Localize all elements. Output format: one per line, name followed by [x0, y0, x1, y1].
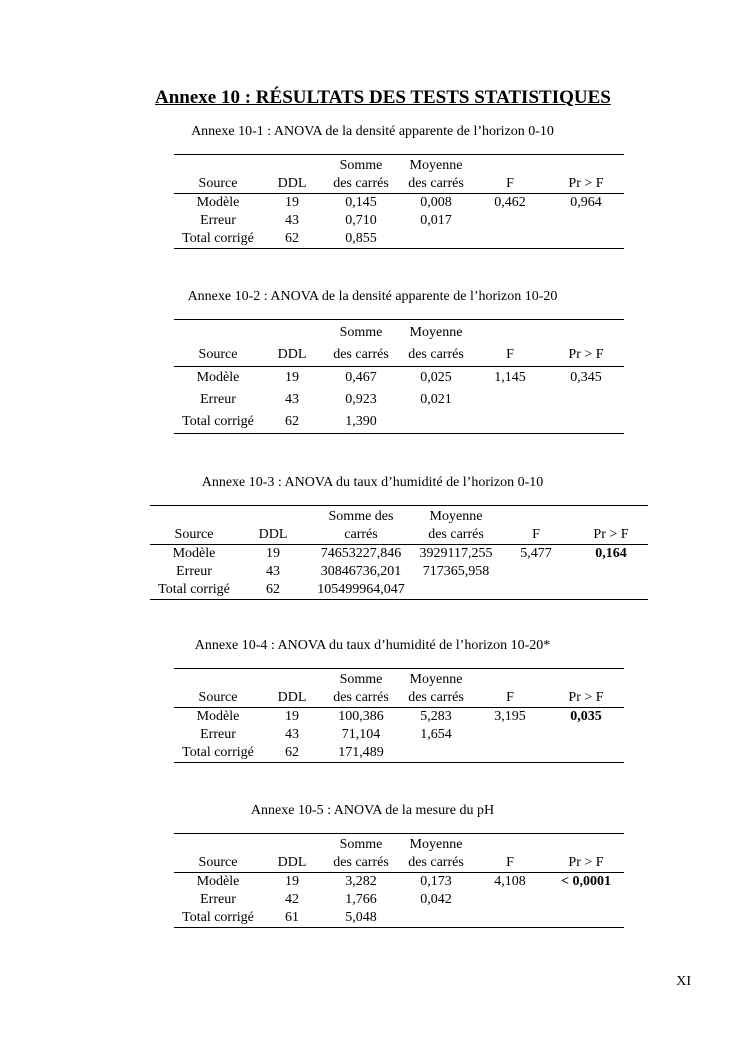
- header-cell: Moyenne: [400, 155, 472, 176]
- cell: [574, 581, 648, 600]
- header-cell: F: [472, 854, 548, 873]
- cell: 19: [285, 370, 299, 385]
- header-cell: Pr > F: [548, 689, 624, 708]
- header-cell: [262, 155, 322, 176]
- cell: 71,104: [341, 727, 381, 742]
- cell: 62: [262, 411, 322, 434]
- cell: Total corrigé: [174, 230, 262, 249]
- cell: 61: [262, 909, 322, 928]
- anova-table-3: [150, 505, 648, 600]
- cell: 105499964,047: [308, 581, 414, 600]
- cell: [574, 563, 648, 581]
- cell: 42: [285, 892, 299, 907]
- table-row: [174, 389, 624, 411]
- header-cell: [174, 320, 262, 345]
- cell: [472, 726, 548, 744]
- cell: Modèle: [196, 709, 240, 724]
- cell: [548, 726, 624, 744]
- header-cell: Somme: [322, 834, 400, 855]
- cell: Erreur: [200, 892, 236, 907]
- cell: 717365,958: [422, 564, 490, 579]
- cell: Total corrigé: [174, 744, 262, 763]
- cell: [498, 581, 574, 600]
- header-cell: Source: [174, 175, 262, 194]
- header-cell: F: [472, 175, 548, 194]
- header-cell: [262, 320, 322, 345]
- table-caption-5: Annexe 10-5 : ANOVA de la mesure du pH: [250, 803, 495, 818]
- cell: [548, 411, 624, 434]
- header-cell: [574, 506, 648, 527]
- table-row: [174, 726, 624, 744]
- cell: [548, 389, 624, 411]
- cell: 0,164: [595, 546, 627, 561]
- cell: Erreur: [176, 564, 212, 579]
- header-cell: [472, 669, 548, 690]
- cell: 0,008: [420, 195, 452, 210]
- cell: 62: [262, 230, 322, 249]
- anova-table-5: [174, 833, 624, 928]
- cell: 100,386: [338, 709, 384, 724]
- cell: 0,042: [420, 892, 452, 907]
- header-cell: Source: [174, 344, 262, 367]
- header-cell: [262, 669, 322, 690]
- header-cell: des carrés: [400, 854, 472, 873]
- cell: [472, 230, 548, 249]
- header-cell: Pr > F: [548, 854, 624, 873]
- table-caption-3: Annexe 10-3 : ANOVA du taux d’humidité de l’horizon 0-10: [201, 475, 544, 490]
- cell: 0,964: [570, 195, 602, 210]
- cell: [548, 230, 624, 249]
- header-cell: [548, 320, 624, 345]
- cell: Total corrigé: [150, 581, 238, 600]
- header-cell: Moyenne: [400, 320, 472, 345]
- cell: 19: [285, 709, 299, 724]
- header-cell: des carrés: [322, 689, 400, 708]
- header-cell: Moyenne: [400, 834, 472, 855]
- header-cell: Moyenne: [400, 669, 472, 690]
- header-cell: des carrés: [400, 175, 472, 194]
- cell: 1,145: [494, 370, 526, 385]
- cell: Modèle: [172, 546, 216, 561]
- cell: [548, 212, 624, 230]
- cell: Total corrigé: [174, 909, 262, 928]
- cell: [472, 389, 548, 411]
- header-cell: DDL: [262, 854, 322, 873]
- cell: 3,195: [494, 709, 526, 724]
- cell: [548, 909, 624, 928]
- cell: 30846736,201: [320, 564, 402, 579]
- header-cell: Pr > F: [548, 344, 624, 367]
- cell: 0,173: [420, 874, 452, 889]
- header-cell: [150, 506, 238, 527]
- header-cell: [548, 155, 624, 176]
- cell: 43: [285, 213, 299, 228]
- cell: 1,390: [322, 411, 400, 434]
- anova-table-4: [174, 668, 624, 763]
- cell: [414, 581, 498, 600]
- header-cell: [238, 506, 308, 527]
- cell: 0,017: [420, 213, 452, 228]
- cell: [472, 891, 548, 909]
- page-title: Annexe 10 : RÉSULTATS DES TESTS STATISTIQUES: [155, 87, 611, 108]
- header-cell: des carrés: [322, 344, 400, 367]
- header-cell: Source: [174, 854, 262, 873]
- cell: [472, 744, 548, 763]
- header-cell: des carrés: [322, 854, 400, 873]
- header-cell: [174, 155, 262, 176]
- cell: 19: [266, 546, 280, 561]
- cell: Total corrigé: [174, 411, 262, 434]
- cell: 62: [238, 581, 308, 600]
- cell: < 0,0001: [561, 874, 611, 889]
- header-cell: DDL: [262, 175, 322, 194]
- cell: 1,766: [345, 892, 377, 907]
- header-cell: DDL: [238, 526, 308, 545]
- header-cell: Somme: [322, 155, 400, 176]
- header-cell: carrés: [308, 526, 414, 545]
- table-row: [174, 194, 624, 213]
- header-cell: [472, 834, 548, 855]
- table-row: [174, 367, 624, 390]
- cell: 0,021: [420, 392, 452, 407]
- header-cell: Pr > F: [548, 175, 624, 194]
- cell: 62: [262, 744, 322, 763]
- table-row: [150, 581, 648, 600]
- table-row: [174, 708, 624, 727]
- table-row: [150, 545, 648, 564]
- cell: 4,108: [494, 874, 526, 889]
- cell: 43: [266, 564, 280, 579]
- header-cell: [548, 669, 624, 690]
- table-row: [174, 909, 624, 928]
- cell: 74653227,846: [320, 546, 402, 561]
- cell: 0,855: [322, 230, 400, 249]
- cell: Erreur: [200, 213, 236, 228]
- table-row: [174, 873, 624, 892]
- table-caption-4: Annexe 10-4 : ANOVA du taux d’humidité de l’horizon 10-20*: [194, 638, 551, 653]
- header-cell: [174, 669, 262, 690]
- header-cell: DDL: [262, 344, 322, 367]
- cell: [400, 909, 472, 928]
- table-row: [174, 212, 624, 230]
- cell: 5,477: [520, 546, 552, 561]
- cell: 19: [285, 195, 299, 210]
- header-cell: Somme: [322, 320, 400, 345]
- cell: 0,710: [345, 213, 377, 228]
- cell: 0,467: [345, 370, 377, 385]
- cell: 5,048: [322, 909, 400, 928]
- cell: 0,345: [570, 370, 602, 385]
- anova-table-1: [174, 154, 624, 249]
- cell: [498, 563, 574, 581]
- header-cell: F: [472, 689, 548, 708]
- header-cell: des carrés: [414, 526, 498, 545]
- cell: 1,654: [420, 727, 452, 742]
- header-cell: Somme des: [308, 506, 414, 527]
- cell: 0,025: [420, 370, 452, 385]
- header-cell: [548, 834, 624, 855]
- cell: Modèle: [196, 195, 240, 210]
- header-cell: Source: [150, 526, 238, 545]
- header-cell: F: [498, 526, 574, 545]
- cell: 0,923: [345, 392, 377, 407]
- cell: Modèle: [196, 874, 240, 889]
- cell: 5,283: [420, 709, 452, 724]
- table-row: [174, 411, 624, 434]
- anova-table-2: [174, 319, 624, 434]
- cell: [400, 411, 472, 434]
- header-cell: des carrés: [322, 175, 400, 194]
- cell: [472, 411, 548, 434]
- cell: [548, 744, 624, 763]
- header-cell: des carrés: [400, 344, 472, 367]
- cell: 3,282: [345, 874, 377, 889]
- cell: [472, 909, 548, 928]
- cell: [548, 891, 624, 909]
- cell: 43: [285, 392, 299, 407]
- cell: [400, 744, 472, 763]
- header-cell: [472, 320, 548, 345]
- cell: [472, 212, 548, 230]
- table-caption-2: Annexe 10-2 : ANOVA de la densité apparente de l’horizon 10-20: [187, 289, 558, 304]
- header-cell: des carrés: [400, 689, 472, 708]
- table-row: [174, 891, 624, 909]
- header-cell: [498, 506, 574, 527]
- table-caption-1: Annexe 10-1 : ANOVA de la densité apparente de l’horizon 0-10: [191, 124, 554, 139]
- header-cell: Pr > F: [574, 526, 648, 545]
- header-cell: F: [472, 344, 548, 367]
- cell: Modèle: [196, 370, 240, 385]
- header-cell: Source: [174, 689, 262, 708]
- header-cell: [174, 834, 262, 855]
- cell: 19: [285, 874, 299, 889]
- cell: 0,035: [570, 709, 602, 724]
- table-row: [174, 744, 624, 763]
- cell: Erreur: [200, 727, 236, 742]
- cell: 43: [285, 727, 299, 742]
- cell: [400, 230, 472, 249]
- header-cell: Moyenne: [414, 506, 498, 527]
- table-row: [174, 230, 624, 249]
- header-cell: DDL: [262, 689, 322, 708]
- cell: 3929117,255: [419, 546, 493, 561]
- header-cell: [472, 155, 548, 176]
- header-cell: Somme: [322, 669, 400, 690]
- cell: 0,462: [494, 195, 526, 210]
- cell: 0,145: [345, 195, 377, 210]
- page-number: XI: [676, 974, 691, 989]
- table-row: [150, 563, 648, 581]
- cell: 171,489: [322, 744, 400, 763]
- header-cell: [262, 834, 322, 855]
- cell: Erreur: [200, 392, 236, 407]
